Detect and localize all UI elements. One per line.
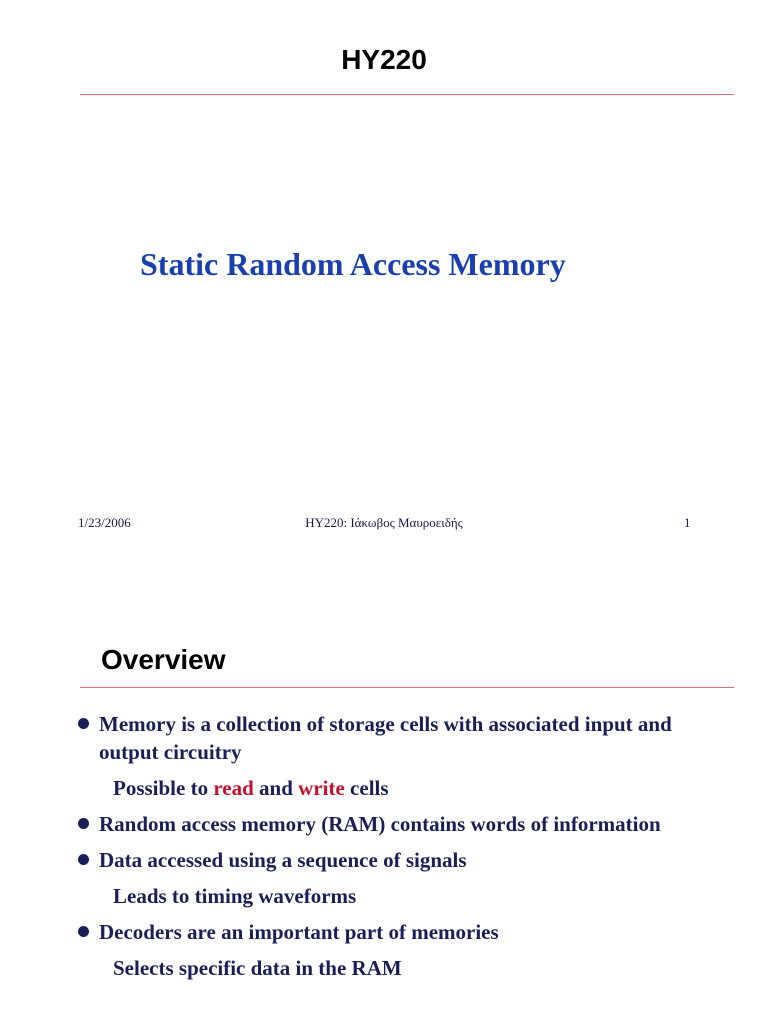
- sub-item: [78, 954, 718, 982]
- bullet-icon: [78, 818, 89, 829]
- list-item: [78, 846, 718, 874]
- slide-header: HY220: [341, 44, 427, 75]
- list-item: [78, 918, 718, 946]
- footer-page-number: 1: [684, 515, 691, 530]
- sub-item: [78, 882, 718, 910]
- list-item: [78, 710, 718, 766]
- slide-2: [0, 560, 768, 1024]
- bullet-icon: [78, 718, 89, 729]
- bullet-icon: [78, 854, 89, 865]
- bullet-text: Data accessed using a sequence of signals: [99, 848, 467, 872]
- bullet-text: Memory is a collection of storage cells with associated input and output circuitry: [99, 712, 672, 764]
- header-divider: [80, 94, 734, 95]
- section-divider: [80, 687, 734, 688]
- sub-text: and: [253, 776, 299, 800]
- section-title: Overview: [101, 644, 226, 675]
- bullet-text: Decoders are an important part of memories: [99, 920, 499, 944]
- highlight-read: read: [213, 776, 254, 800]
- sub-text: Leads to timing waveforms: [113, 884, 357, 908]
- highlight-write: write: [298, 776, 345, 800]
- slide-title: Static Random Access Memory: [140, 246, 566, 282]
- bullet-list: [78, 710, 718, 990]
- footer-course: HY220: Ιάκωβος Μαυροειδής: [305, 515, 463, 530]
- sub-text: Selects specific data in the RAM: [113, 956, 402, 980]
- bullet-icon: [78, 926, 89, 937]
- bullet-text: Random access memory (RAM) contains words of information: [99, 812, 661, 836]
- sub-text: Possible to: [113, 776, 214, 800]
- sub-text: cells: [344, 776, 389, 800]
- footer-date: 1/23/2006: [78, 515, 131, 530]
- sub-item: [78, 774, 718, 802]
- list-item: [78, 810, 718, 838]
